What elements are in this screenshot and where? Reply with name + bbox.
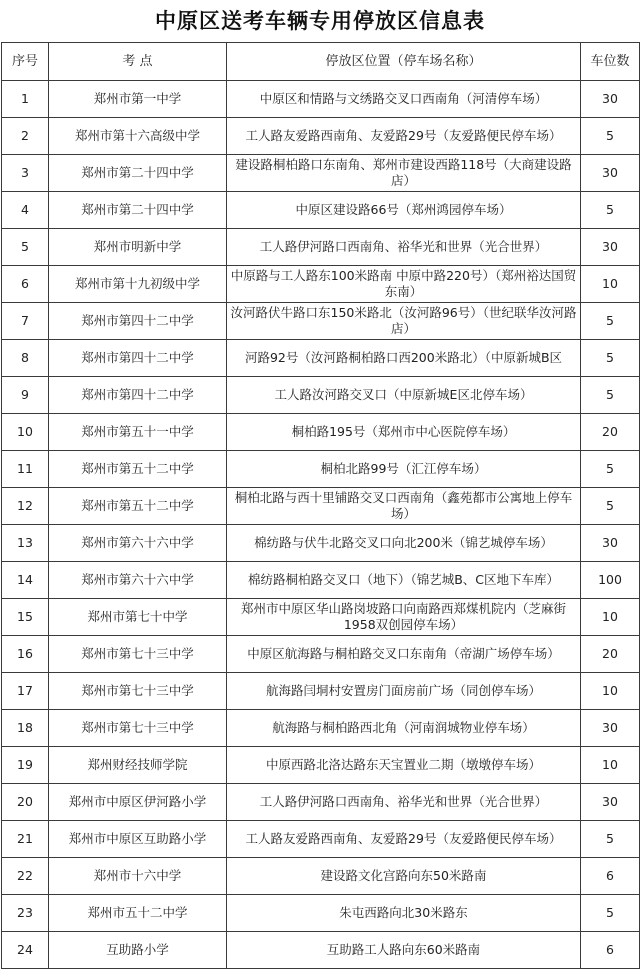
cell-location: 工人路友爱路西南角、友爱路29号（友爱路便民停车场） [227,821,581,858]
cell-no: 11 [2,451,49,488]
table-row [2,340,640,377]
cell-site: 郑州市第七十三中学 [49,710,227,747]
cell-site: 郑州市第五十二中学 [49,451,227,488]
table-row [2,525,640,562]
cell-spaces: 5 [581,451,640,488]
cell-location: 中原西路北洛达路东天宝置业二期（墩墩停车场） [227,747,581,784]
cell-site: 郑州市十六中学 [49,858,227,895]
table-row [2,599,640,636]
table-row [2,266,640,303]
cell-location: 棉纺路桐柏路交叉口（地下）（锦艺城B、C区地下车库） [227,562,581,599]
cell-no: 2 [2,118,49,155]
cell-spaces: 30 [581,710,640,747]
table-row [2,81,640,118]
cell-spaces: 5 [581,303,640,340]
table-row [2,673,640,710]
header-site: 考 点 [49,43,227,81]
table-row [2,192,640,229]
parking-info-table [1,42,640,969]
cell-spaces: 30 [581,229,640,266]
cell-spaces: 5 [581,821,640,858]
cell-no: 18 [2,710,49,747]
cell-site: 郑州市第四十二中学 [49,303,227,340]
cell-site: 郑州市中原区互助路小学 [49,821,227,858]
cell-site: 郑州市第二十四中学 [49,192,227,229]
table-row [2,858,640,895]
header-location: 停放区位置（停车场名称） [227,43,581,81]
cell-location: 航海路与桐柏路西北角（河南润城物业停车场） [227,710,581,747]
table-row [2,488,640,525]
cell-no: 17 [2,673,49,710]
table-row [2,118,640,155]
cell-spaces: 10 [581,747,640,784]
cell-no: 15 [2,599,49,636]
cell-location: 郑州市中原区华山路岗坡路口向南路西郑煤机院内（芝麻街1958双创园停车场） [227,599,581,636]
table-row [2,895,640,932]
cell-location: 河路92号（汝河路桐柏路口西200米路北）（中原新城B区 [227,340,581,377]
cell-site: 郑州市中原区伊河路小学 [49,784,227,821]
cell-no: 7 [2,303,49,340]
cell-site: 郑州市第七十中学 [49,599,227,636]
cell-location: 工人路汝河路交叉口（中原新城E区北停车场） [227,377,581,414]
cell-site: 郑州财经技师学院 [49,747,227,784]
cell-location: 棉纺路与伏牛北路交叉口向北200米（锦艺城停车场） [227,525,581,562]
cell-spaces: 100 [581,562,640,599]
cell-spaces: 30 [581,784,640,821]
cell-location: 桐柏北路99号（汇江停车场） [227,451,581,488]
cell-site: 郑州市第二十四中学 [49,155,227,192]
cell-no: 9 [2,377,49,414]
table-title: 中原区送考车辆专用停放区信息表 [155,9,485,33]
table-row [2,747,640,784]
cell-site: 郑州市第五十二中学 [49,488,227,525]
cell-no: 19 [2,747,49,784]
cell-no: 24 [2,932,49,969]
cell-location: 桐柏北路与西十里铺路交叉口西南角（鑫苑都市公寓地上停车场） [227,488,581,525]
cell-no: 12 [2,488,49,525]
cell-location: 朱屯西路向北30米路东 [227,895,581,932]
cell-site: 郑州市第四十二中学 [49,340,227,377]
cell-spaces: 5 [581,192,640,229]
cell-site: 郑州市第六十六中学 [49,525,227,562]
table-row [2,821,640,858]
table-row [2,451,640,488]
cell-site: 郑州市第四十二中学 [49,377,227,414]
cell-spaces: 30 [581,81,640,118]
cell-location: 工人路伊河路口西南角、裕华光和世界（光合世界） [227,784,581,821]
cell-spaces: 5 [581,118,640,155]
table-row [2,784,640,821]
cell-no: 23 [2,895,49,932]
cell-location: 中原区建设路66号（郑州鸿园停车场） [227,192,581,229]
cell-no: 22 [2,858,49,895]
cell-site: 互助路小学 [49,932,227,969]
cell-site: 郑州市第六十六中学 [49,562,227,599]
cell-location: 中原路与工人路东100米路南 中原中路220号）（郑州裕达国贸东南） [227,266,581,303]
cell-no: 4 [2,192,49,229]
cell-no: 14 [2,562,49,599]
table-row [2,229,640,266]
cell-location: 建设路文化宫路向东50米路南 [227,858,581,895]
table-row [2,303,640,340]
cell-site: 郑州市明新中学 [49,229,227,266]
cell-location: 工人路伊河路口西南角、裕华光和世界（光合世界） [227,229,581,266]
cell-site: 郑州市第五十一中学 [49,414,227,451]
cell-no: 1 [2,81,49,118]
table-row [2,414,640,451]
header-spaces: 车位数 [581,43,640,81]
cell-spaces: 10 [581,266,640,303]
cell-no: 6 [2,266,49,303]
table-row [2,932,640,969]
cell-location: 建设路桐柏路口东南角、郑州市建设西路118号（大商建设路店） [227,155,581,192]
cell-no: 21 [2,821,49,858]
table-body [2,81,640,969]
table-row [2,710,640,747]
table-row [2,377,640,414]
cell-site: 郑州市第七十三中学 [49,673,227,710]
header-row [2,43,640,81]
cell-no: 13 [2,525,49,562]
cell-spaces: 5 [581,340,640,377]
cell-spaces: 6 [581,932,640,969]
cell-spaces: 20 [581,636,640,673]
table-row [2,562,640,599]
cell-site: 郑州市五十二中学 [49,895,227,932]
cell-site: 郑州市第十九初级中学 [49,266,227,303]
cell-spaces: 30 [581,525,640,562]
cell-location: 互助路工人路向东60米路南 [227,932,581,969]
cell-no: 8 [2,340,49,377]
cell-location: 中原区航海路与桐柏路交叉口东南角（帝湖广场停车场） [227,636,581,673]
cell-no: 5 [2,229,49,266]
cell-spaces: 10 [581,673,640,710]
table-row [2,636,640,673]
cell-site: 郑州市第七十三中学 [49,636,227,673]
cell-location: 中原区和情路与文绣路交叉口西南角（河清停车场） [227,81,581,118]
cell-site: 郑州市第一中学 [49,81,227,118]
cell-spaces: 6 [581,858,640,895]
cell-spaces: 5 [581,377,640,414]
cell-spaces: 20 [581,414,640,451]
cell-location: 汝河路伏牛路口东150米路北（汝河路96号）（世纪联华汝河路店） [227,303,581,340]
cell-spaces: 30 [581,155,640,192]
cell-no: 20 [2,784,49,821]
cell-site: 郑州市第十六高级中学 [49,118,227,155]
cell-spaces: 10 [581,599,640,636]
cell-location: 桐柏路195号（郑州市中心医院停车场） [227,414,581,451]
cell-no: 10 [2,414,49,451]
cell-spaces: 5 [581,895,640,932]
header-no: 序号 [2,43,49,81]
cell-spaces: 5 [581,488,640,525]
cell-location: 工人路友爱路西南角、友爱路29号（友爱路便民停车场） [227,118,581,155]
cell-no: 16 [2,636,49,673]
cell-no: 3 [2,155,49,192]
table-row [2,155,640,192]
cell-location: 航海路闫垌村安置房门面房前广场（同创停车场） [227,673,581,710]
